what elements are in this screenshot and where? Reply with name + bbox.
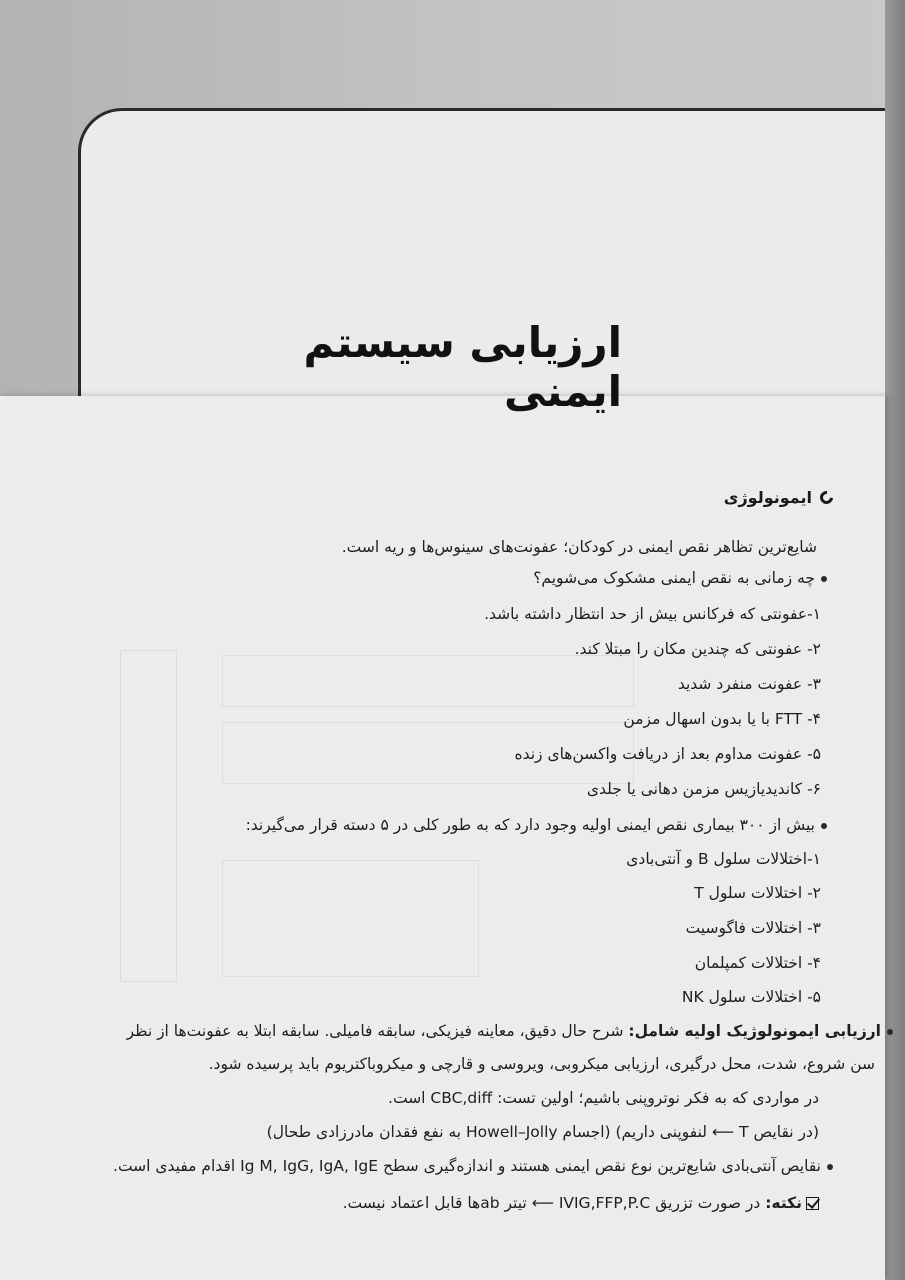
bullet-icon [821,823,827,829]
list-item: ۳- عفونت منفرد شدید [677,675,821,693]
bullet-icon [887,1029,893,1035]
assessment-line-4: (در نقایص T ⟵ لنفوپنی داریم) (اجسام Howell–Jolly به نفع فقدان مادرزادی طحال) [266,1123,819,1141]
list-item: ۶- کاندیدیازیس مزمن دهانی یا جلدی [586,780,821,798]
bullet-icon [821,576,827,582]
page-edge-shadow [885,0,905,1280]
category-item: ۵- اختلالات سلول NK [681,988,821,1006]
antibody-note-line [113,1156,833,1176]
category-item: ۳- اختلالات فاگوسیت [685,919,821,937]
question-text: چه زمانی به نقص ایمنی مشکوک می‌شویم؟ [533,569,815,587]
assessment-line-1 [127,1021,893,1041]
category-item: ۱-اختلالات سلول B و آنتی‌بادی [626,850,821,868]
section-heading [724,488,833,507]
list-item: ۵- عفونت مداوم بعد از دریافت واکسن‌های زنده [514,745,821,763]
bleed-through-box [222,860,479,977]
section-marker-icon [817,488,835,506]
page-title: ارزیابی سیستم ایمنی [303,318,622,416]
intro-paragraph: شایع‌ترین تظاهر نقص ایمنی در کودکان؛ عفونت‌های سینوس‌ها و ریه است. [341,538,817,556]
question-line [533,568,827,588]
assessment-line-3: در مواردی که به فکر نوتروپنی باشیم؛ اولین تست: CBC,diff است. [388,1089,819,1107]
list-item: ۲- عفونتی که چندین مکان را مبتلا کند. [574,640,821,658]
list-item: ۴- FTT با یا بدون اسهال مزمن [623,710,821,728]
category-item: ۲- اختلالات سلول T [694,884,821,902]
bleed-through-box [120,650,177,982]
bullet-icon [827,1164,833,1170]
note-label: نکته: [765,1194,802,1212]
section-heading-text: ایمونولوژی [723,488,812,507]
checkbox-icon [806,1197,819,1210]
assessment-line-2: سن شروع، شدت، محل درگیری، ارزیابی میکروبی، ویروسی و قارچی و میکروباکتریوم باید پرسیده شود. [208,1055,875,1073]
assessment-lead: ارزیابی ایمونولوژیک اولیه شامل: [628,1022,881,1040]
note-text: در صورت تزریق IVIG,FFP,P.C ⟵ تیتر abها قابل اعتماد نیست. [342,1194,766,1212]
note-line [343,1193,819,1213]
categories-intro-line [246,815,827,835]
assessment-rest: شرح حال دقیق، معاینه فیزیکی، سابقه فامیلی. سابقه ابتلا به عفونت‌ها از نظر [126,1022,629,1040]
bleed-through-box [222,655,634,707]
list-item: ۱-عفونتی که فرکانس بیش از حد انتظار داشته باشد. [484,605,821,623]
categories-intro-text: بیش از ۳۰۰ بیماری نقص ایمنی اولیه وجود دارد که به طور کلی در ۵ دسته قرار می‌گیرند: [245,816,815,834]
antibody-note-text: نقایص آنتی‌بادی شایع‌ترین نوع نقص ایمنی هستند و اندازه‌گیری سطح Ig M, IgG, IgA, IgE اقدام مفیدی است. [113,1157,821,1175]
category-item: ۴- اختلالات کمپلمان [694,954,821,972]
